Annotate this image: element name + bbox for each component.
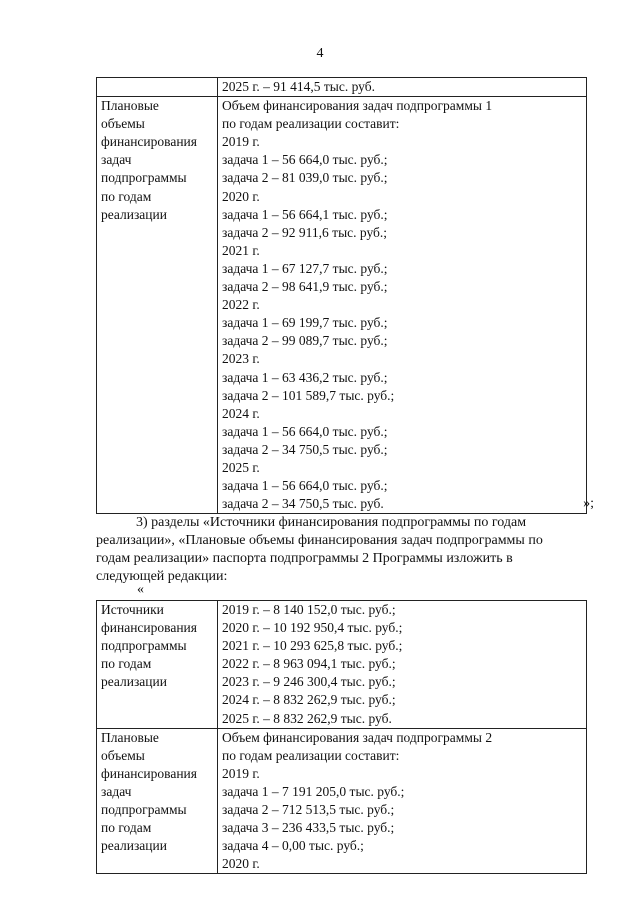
amendment-paragraph xyxy=(96,514,597,586)
value-line: Объем финансирования задач подпрограммы 1 xyxy=(222,98,493,114)
value-line: 2023 г. – 9 246 300,4 тыс. руб.; xyxy=(222,674,396,690)
value-line: 2021 г. – 10 293 625,8 тыс. руб.; xyxy=(222,638,403,654)
table-row xyxy=(97,78,587,97)
value-line: 2020 г. xyxy=(222,188,260,204)
value-line: задача 2 – 712 513,5 тыс. руб.; xyxy=(222,802,395,818)
closing-quote: »; xyxy=(583,496,594,511)
paragraph-line: годам реализации» паспорта подпрограммы 2 Программы изложить в xyxy=(96,551,513,566)
table-cell-empty xyxy=(97,78,218,97)
label-line: финансирования xyxy=(101,134,197,150)
row-value-funding-sources xyxy=(218,601,587,729)
label-line: задач xyxy=(101,152,132,168)
value-line: задача 1 – 69 199,7 тыс. руб.; xyxy=(222,315,388,331)
row-value-planned-volumes xyxy=(218,728,587,874)
label-line: Плановые xyxy=(101,729,159,745)
value-line: 2019 г. xyxy=(222,765,260,781)
value-line: задача 1 – 7 191 205,0 тыс. руб.; xyxy=(222,783,405,799)
value-line: задача 1 – 67 127,7 тыс. руб.; xyxy=(222,260,388,276)
label-line: реализации xyxy=(101,206,167,222)
value-line: 2025 г. – 8 832 262,9 тыс. руб. xyxy=(222,710,392,726)
value-line: задача 4 – 0,00 тыс. руб.; xyxy=(222,838,364,854)
opening-quote: « xyxy=(137,582,144,597)
funding-table-subprogram-1 xyxy=(96,77,587,514)
value-line: 2022 г. xyxy=(222,297,260,313)
value-line: по годам реализации составит: xyxy=(222,747,400,763)
label-line: объемы xyxy=(101,116,145,132)
label-line: подпрограммы xyxy=(101,638,187,654)
value-line: задача 1 – 56 664,0 тыс. руб.; xyxy=(222,478,388,494)
value-line: 2019 г. xyxy=(222,134,260,150)
value-line: задача 2 – 92 911,6 тыс. руб.; xyxy=(222,224,388,240)
label-line: подпрограммы xyxy=(101,802,187,818)
value-line: 2025 г. xyxy=(222,459,260,475)
label-line: реализации xyxy=(101,838,167,854)
value-line: 2021 г. xyxy=(222,242,260,258)
label-line: финансирования xyxy=(101,765,197,781)
paragraph-line: 3) разделы «Источники финансирования подпрограммы по годам xyxy=(136,515,527,530)
label-line: Источники xyxy=(101,602,164,617)
row-label-planned-volumes xyxy=(97,728,218,874)
label-line: по годам xyxy=(101,188,152,204)
value-line: задача 1 – 56 664,0 тыс. руб.; xyxy=(222,152,388,168)
funding-table-subprogram-2 xyxy=(96,600,587,874)
value-line: задача 2 – 101 589,7 тыс. руб.; xyxy=(222,387,395,403)
value-line: 2024 г. – 8 832 262,9 тыс. руб.; xyxy=(222,692,396,708)
label-line: по годам xyxy=(101,820,152,836)
label-line: подпрограммы xyxy=(101,170,187,186)
value-line: 2023 г. xyxy=(222,351,260,367)
row-label-planned-volumes xyxy=(97,97,218,514)
table-row xyxy=(97,601,587,729)
value-line: Объем финансирования задач подпрограммы 2 xyxy=(222,729,493,745)
value-line: по годам реализации составит: xyxy=(222,116,400,132)
paragraph-line: реализации», «Плановые объемы финансирования задач подпрограммы по xyxy=(96,533,543,548)
value-line: 2025 г. – 91 414,5 тыс. руб. xyxy=(222,79,375,94)
label-line: финансирования xyxy=(101,620,197,636)
table-row xyxy=(97,97,587,514)
label-line: по годам xyxy=(101,656,152,672)
value-line: задача 2 – 99 089,7 тыс. руб.; xyxy=(222,333,388,349)
paragraph-line: следующей редакции: xyxy=(96,569,228,584)
value-line: задача 1 – 56 664,1 тыс. руб.; xyxy=(222,206,388,222)
label-line: задач xyxy=(101,783,132,799)
value-line: задача 1 – 56 664,0 тыс. руб.; xyxy=(222,423,388,439)
table-cell-value xyxy=(218,78,587,97)
value-line: задача 2 – 98 641,9 тыс. руб.; xyxy=(222,279,388,295)
row-value-planned-volumes xyxy=(218,97,587,514)
row-label-funding-sources xyxy=(97,601,218,729)
table-row xyxy=(97,728,587,874)
value-line: задача 2 – 81 039,0 тыс. руб.; xyxy=(222,170,388,186)
value-line: задача 2 – 34 750,5 тыс. руб.; xyxy=(222,441,388,457)
label-line: объемы xyxy=(101,747,145,763)
value-line: задача 1 – 63 436,2 тыс. руб.; xyxy=(222,369,388,385)
value-line: 2020 г. xyxy=(222,856,260,872)
label-line: реализации xyxy=(101,674,167,690)
value-line: 2022 г. – 8 963 094,1 тыс. руб.; xyxy=(222,656,396,672)
value-line: задача 2 – 34 750,5 тыс. руб. xyxy=(222,496,384,512)
value-line: задача 3 – 236 433,5 тыс. руб.; xyxy=(222,820,395,836)
label-line: Плановые xyxy=(101,98,159,114)
value-line: 2019 г. – 8 140 152,0 тыс. руб.; xyxy=(222,602,396,617)
page-number: 4 xyxy=(316,46,324,61)
value-line: 2024 г. xyxy=(222,405,260,421)
value-line: 2020 г. – 10 192 950,4 тыс. руб.; xyxy=(222,620,403,636)
